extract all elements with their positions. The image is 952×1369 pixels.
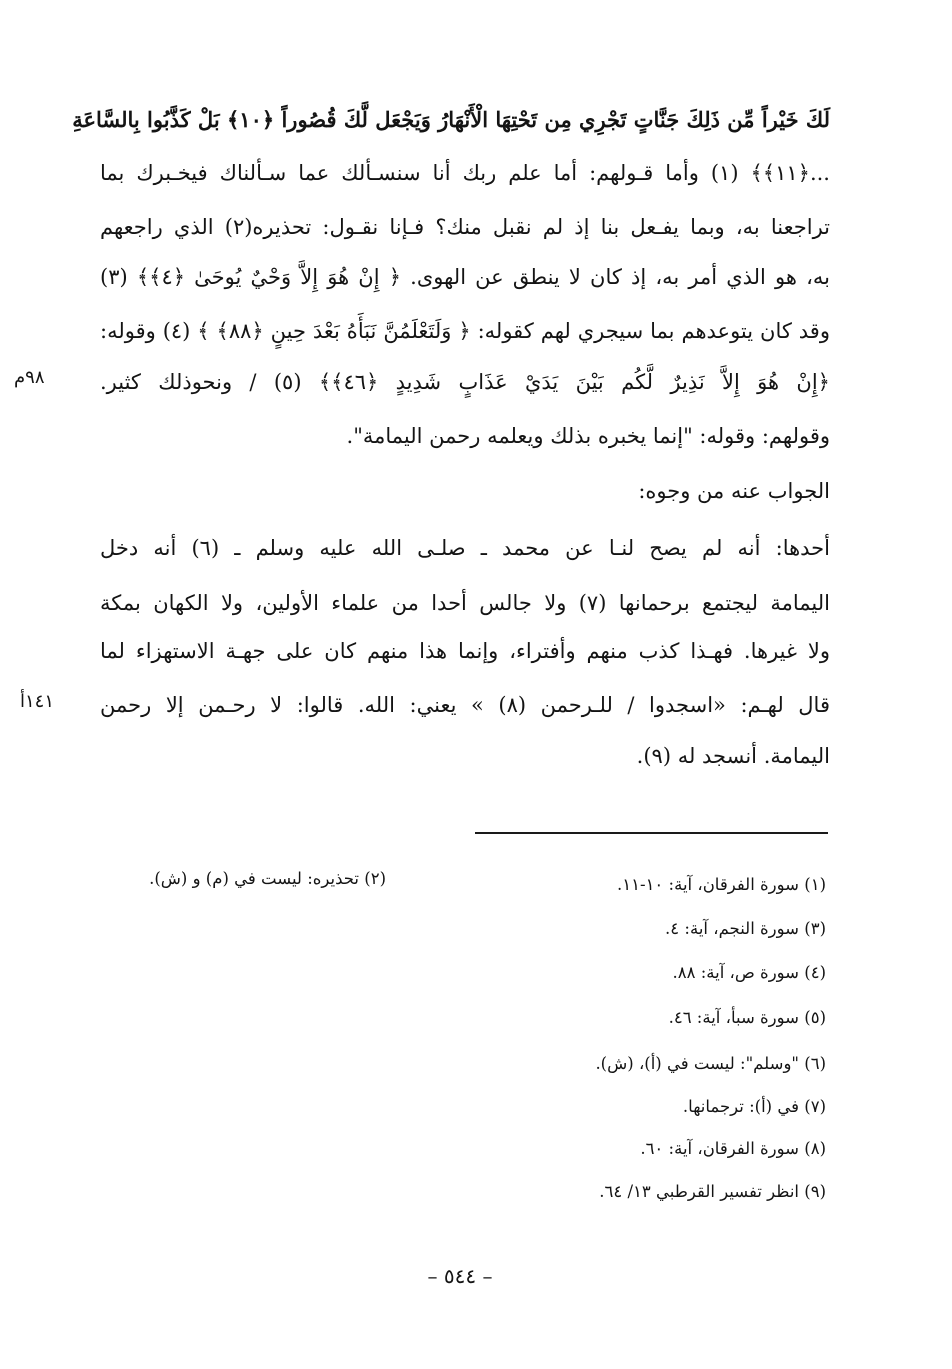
text-line-10: اليمامة ليجتمع برحمانها (٧) ولا جالس أحدا من علماء الأولين، ولا الكهان بمكة	[100, 591, 831, 615]
footnote-9: (٩) انظر تفسير القرطبي ١٣/ ٦٤.	[599, 1182, 826, 1201]
footnote-3: (٣) سورة النجم، آية: ٤.	[665, 919, 826, 938]
text-line-2: ...﴿١١﴾﴾ (١) وأما قـولهم: أما علم ربك أنا سنسـألك عما سـألناك فيخـبرك بما	[100, 161, 830, 185]
text-line-3: تراجعنا به، وبما يفـعل بنا إذ لم نقبل منك؟ فـإنا نقـول: تحذيره(٢) الذي راجعهم	[100, 215, 830, 239]
text-line-13: اليمامة. أنسجد له (٩).	[636, 744, 830, 768]
footnote-6: (٦) "وسلم": ليست في (أ)، (ش).	[595, 1054, 826, 1073]
footnote-separator	[475, 832, 828, 834]
text-line-6: ﴿إِنْ هُوَ إِلاَّ نَذِيرٌ لَّكُم بَيْنَ يَدَيْ عَذَابٍ شَدِيدٍ ﴿٤٦﴾﴾ (٥) / ونحوذلك كثير.	[100, 370, 830, 394]
margin-manuscript-ref-m: ٩٨م	[14, 367, 45, 388]
text-line-11: ولا غيرها. فهـذا كذب منهم وأفتراء، وإنما هذا منهم كان على جهـة الاستهزاء لما	[100, 639, 830, 663]
text-line-5: وقد كان يتوعدهم بما سيجري لهم كقوله: ﴿ وَلَتَعْلَمُنَّ نَبَأَهُ بَعْدَ حِينٍ ﴿٨٨﴾ ﴾ (٤) وقوله:	[100, 319, 830, 343]
text-line-8: الجواب عنه من وجوه:	[638, 479, 830, 503]
text-line-7: وقولهم: وقوله: "إنما يخبره بذلك ويعلمه رحمن اليمامة".	[346, 424, 830, 448]
footnote-2: (٢) تحذيره: ليست في (م) و (ش).	[149, 869, 386, 888]
text-line-12: قال لهـم: «اسجدوا / للـرحمن (٨) » يعني: الله. قالوا: لا رحـمن إلا رحمن	[100, 693, 830, 717]
text-line-1: لَكَ خَيْراً مِّن ذَلِكَ جَنَّاتٍ تَجْرِي مِن تَحْتِهَا الْأَنْهَارُ وَيَجْعَل لَّكَ قُصُوراً ﴿١٠﴾ بَلْ كَذَّبُوا بِالسَّاعَةِ	[72, 107, 830, 132]
footnote-5: (٥) سورة سبأ، آية: ٤٦.	[668, 1008, 826, 1027]
footnote-7: (٧) في (أ): ترجمانها.	[682, 1097, 826, 1116]
margin-manuscript-ref-a: ١٤١أ	[20, 691, 55, 712]
page-number: – ٥٤٤ –	[427, 1264, 493, 1288]
footnote-1: (١) سورة الفرقان، آية: ١٠-١١.	[617, 875, 826, 894]
footnote-4: (٤) سورة ص، آية: ٨٨.	[672, 963, 826, 982]
text-line-4: به، هو الذي أمر به، إذ كان لا ينطق عن الهوى. ﴿ إِنْ هُوَ إِلاَّ وَحْيٌ يُوحَىٰ ﴿٤﴾﴾ (٣)	[100, 265, 830, 289]
footnote-8: (٨) سورة الفرقان، آية: ٦٠.	[640, 1139, 826, 1158]
text-line-9: أحدها: أنه لم يصح لنـا عن محمد ـ صلـى الله عليه وسلم ـ (٦) أنه دخل	[100, 536, 831, 560]
